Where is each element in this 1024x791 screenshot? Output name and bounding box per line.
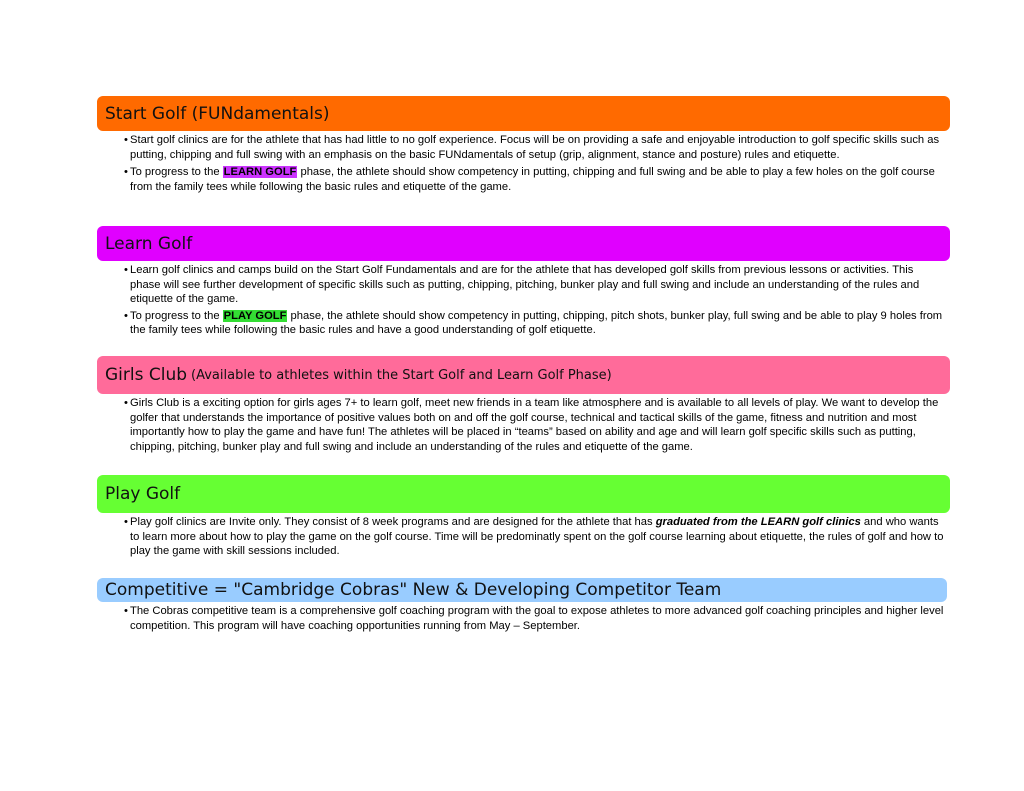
list-item <box>124 133 944 162</box>
bullet-text-suffix: and who wants to learn more about how to play the game on the golf course. Time will be predominatly spent on the golf course learning about etiquette, the rules of golf and how to play the game with skill sessions included. <box>130 516 944 557</box>
list-item <box>124 396 944 454</box>
section-play-golf <box>97 475 950 559</box>
bullet-icon: • <box>124 166 128 178</box>
bullet-list <box>97 133 950 194</box>
bullet-list <box>97 515 950 559</box>
section-start-golf <box>97 96 950 194</box>
bullet-icon: • <box>124 134 128 146</box>
section-title: Girls Club <box>105 365 188 385</box>
list-item <box>124 604 944 633</box>
section-header-start-golf <box>97 96 950 131</box>
section-title: Competitive = "Cambridge Cobras" New & Developing Competitor Team <box>105 580 722 600</box>
bullet-icon: • <box>124 516 128 528</box>
bullet-text: The Cobras competitive team is a comprehensive golf coaching program with the goal to expose athletes to more advanced golf coaching principles and higher level competition. This program will have coaching opportunities running from May – September. <box>130 605 944 632</box>
section-title: Play Golf <box>105 484 181 504</box>
section-title: Learn Golf <box>105 233 193 254</box>
list-item <box>124 309 944 338</box>
section-competitive <box>97 578 950 633</box>
bullet-list <box>97 263 950 338</box>
section-learn-golf <box>97 226 950 338</box>
bullet-text-suffix: phase, the athlete should show competency in putting, chipping, pitch shots, bunker play, full swing and be able to play 9 holes from the family tees while following the basic rules and have a good understanding of golf etiquette. <box>130 309 943 336</box>
bullet-text: Girls Club is a exciting option for girls ages 7+ to learn golf, meet new friends in a team like atmosphere and is available to all levels of play. We want to develop the golfer that understands the importance of positive values both on and off the golf course, technical and tactical skills of the game, fitness and nutrition and most importantly how to play the game and have fun! The athletes will be placed in “teams” based on ability and age and will learn golf specific skills such as putting, chipping, pitching, bunker play and full swing and include an understanding of the rules and etiquette of the game. <box>130 397 939 453</box>
section-header-learn-golf <box>97 226 950 261</box>
highlight-learn-golf: LEARN GOLF <box>223 166 297 178</box>
list-item <box>124 515 944 559</box>
bullet-icon: • <box>124 309 128 322</box>
bullet-icon: • <box>124 605 128 617</box>
bullet-icon: • <box>124 397 128 409</box>
highlight-play-golf: PLAY GOLF <box>223 309 287 322</box>
bullet-icon: • <box>124 264 128 276</box>
bullet-text-prefix: To progress to the <box>130 309 223 322</box>
emphasis-text: graduated from the LEARN golf clinics <box>655 516 861 528</box>
section-girls-club <box>97 356 950 454</box>
bullet-list <box>97 604 950 633</box>
section-header-competitive <box>97 578 947 602</box>
section-header-girls-club <box>97 356 950 394</box>
section-header-play-golf <box>97 475 950 513</box>
list-item <box>124 263 944 307</box>
bullet-text: Start golf clinics are for the athlete that has had little to no golf experience. Focus will be on providing a safe and enjoyable introduction to golf specific skills such as putting, chipping and full swing with an emphasis on the basic FUNdamentals of setup (grip, alignment, stance and posture) rules and etiquette. <box>130 134 940 161</box>
bullet-text-prefix: Play golf clinics are Invite only. They consist of 8 week programs and are designed for the athlete that has <box>130 516 656 528</box>
bullet-text-prefix: To progress to the <box>130 166 223 178</box>
section-subtitle: (Available to athletes within the Start Golf and Learn Golf Phase) <box>191 367 612 383</box>
section-title: Start Golf (FUNdamentals) <box>105 103 330 124</box>
bullet-text-suffix: phase, the athlete should show competency in putting, chipping and full swing and be able to play a few holes on the golf course from the family tees while following the basic rules and etiquette of the game. <box>130 166 935 193</box>
bullet-list <box>97 396 950 454</box>
list-item <box>124 165 944 194</box>
bullet-text: Learn golf clinics and camps build on the Start Golf Fundamentals and are for the athlete that has developed golf skills from previous lessons or activities. This phase will see further development of specific skills such as putting, chipping, pitching, bunker play and full swing and include an understanding of the rules and etiquette of the game. <box>130 264 920 305</box>
